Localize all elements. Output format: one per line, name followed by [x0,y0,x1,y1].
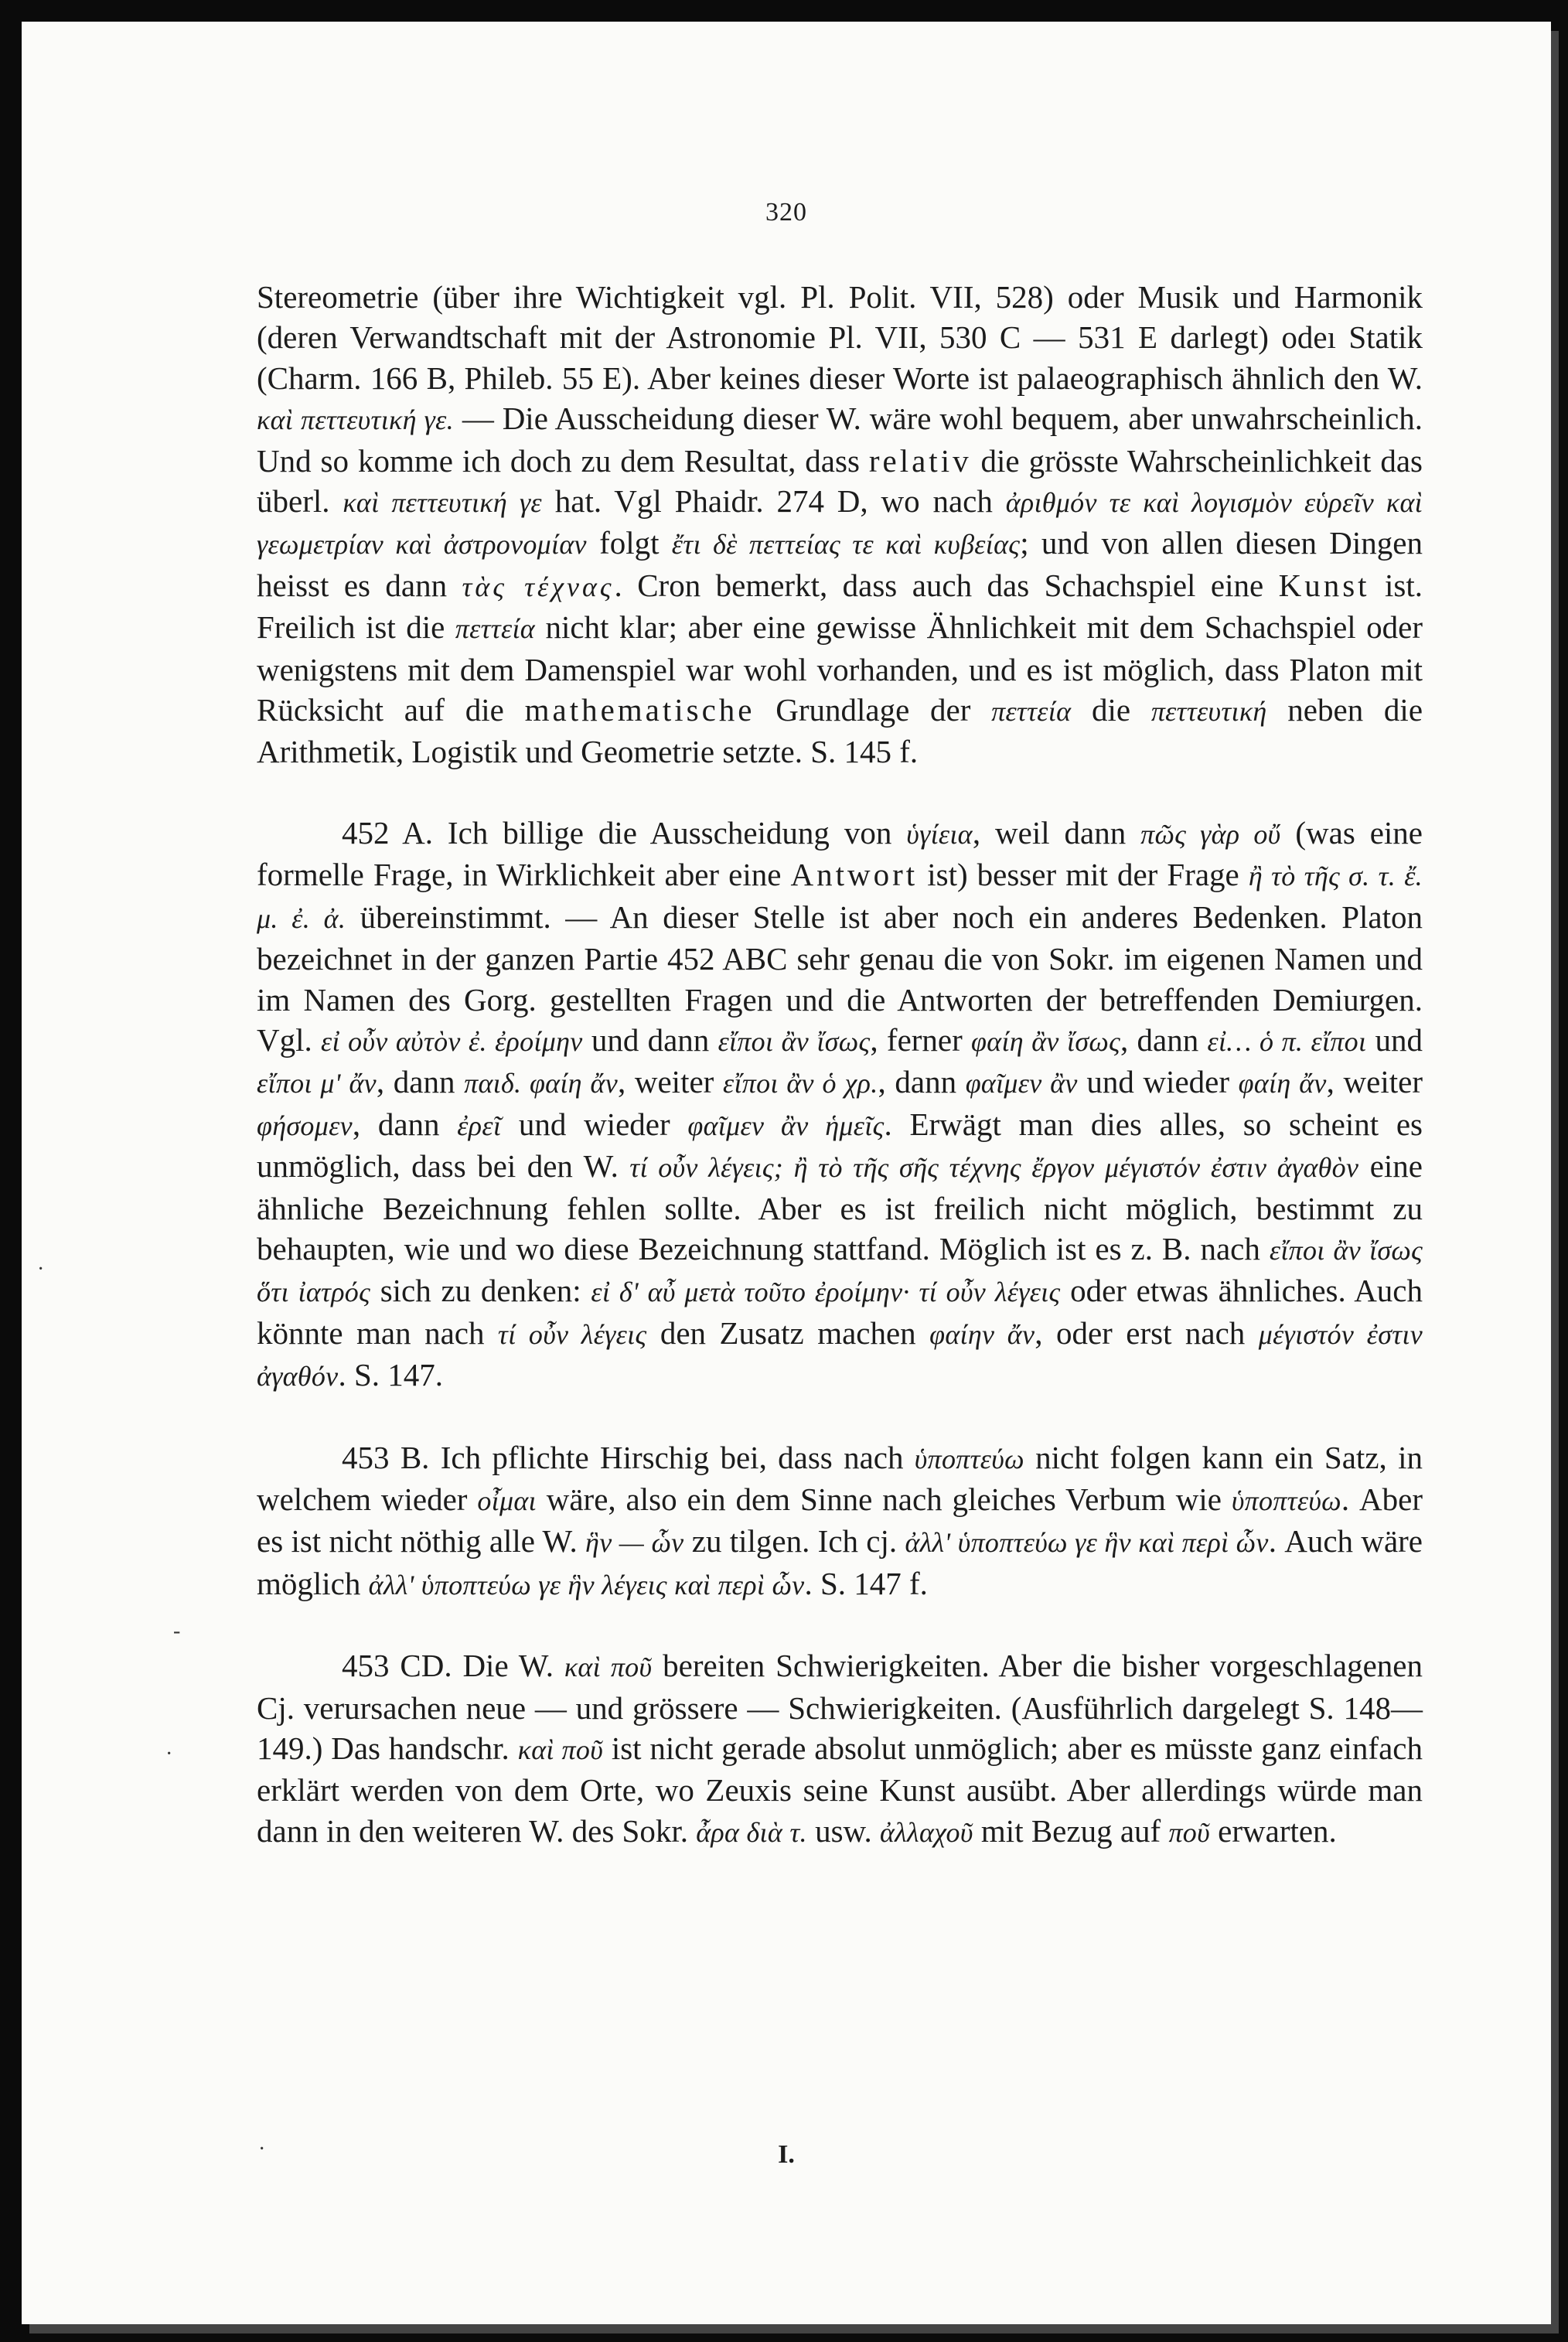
paragraph [257,1437,1423,1606]
margin-dot: · [258,2137,266,2161]
text-run: nicht klar; aber eine gewisse Ähnlichkeit mit dem Schachspiel oder wenigstens mit dem Damenspiel war wohl vorhanden, und es ist möglich, dass Platon mit Rücksicht auf die [257,609,1423,728]
paragraph [257,277,1423,772]
greek-quote: φαῖμεν ἂν [965,1068,1078,1099]
greek-quote: καὶ ποῦ [517,1734,604,1765]
text-run: und wieder [501,1106,688,1142]
spaced-emphasis: Antwort [790,857,919,893]
text-run: zu tilgen. Ich cj. [683,1523,905,1560]
text-run: ; und von allen diesen Dingen heisst es dann [257,525,1423,603]
text-run: , ferner [870,1021,972,1058]
body-text [257,277,1423,1853]
greek-quote: φαίην ἄν [929,1318,1035,1350]
text-run: mit Bezug auf [973,1812,1169,1849]
text-run: hat. Vgl Phaidr. 274 D, wo nach [541,483,1006,520]
greek-quote: ποῦ [1168,1816,1210,1848]
greek-quote: εἴποι ἂν ἴσως [718,1025,871,1057]
text-run: und [1366,1021,1423,1058]
page-sheet [22,22,1551,2324]
text-run: ist. Freilich ist die [257,567,1423,646]
greek-quote: καὶ πεττευτική γε [343,487,542,519]
spaced-emphasis: Kunst [1278,567,1370,603]
greek-quote: παιδ. φαίη ἄν [464,1068,618,1099]
text-run: und wieder [1077,1064,1239,1100]
text-run: . Cron bemerkt, dass auch das Schachspiel eine [614,567,1279,603]
text-run: , oder erst nach [1035,1314,1259,1351]
text-run: — Die Ausscheidung dieser W. wäre wohl bequem, aber unwahrscheinlich. Und so komme ich doch zu dem Resultat, dass [257,401,1423,479]
text-run: 453 B. [342,1439,430,1475]
greek-quote: πεττεία [455,613,535,645]
greek-quote: εἰ οὖν αὐτὸν ἐ. ἐροίμην [321,1025,583,1057]
greek-quote: ἀλλ' ὑποπτεύω γε ἣν καὶ περὶ ὧν [905,1527,1269,1559]
text-run: , weiter [1326,1064,1423,1100]
margin-dot: · [165,1742,173,1766]
margin-dot: · [37,1257,45,1281]
greek-quote: ἔτι δὲ πεττείας τε καὶ κυβείας [671,529,1021,561]
text-run: . Aber es ist nicht nöthig alle W. [257,1481,1423,1560]
greek-quote: μέγιστόν ἐστιν ἀγαθόν [257,1318,1423,1393]
greek-quote: τί οὖν λέγεις [497,1318,647,1350]
greek-quote: εἴποι μ' ἄν [257,1068,377,1099]
signature-mark: I. [778,2140,795,2169]
text-run: bereiten Schwierigkeiten. Aber die bisher vorgeschlagenen Cj. verursachen neue — und grössere — Schwierigkeiten. (Ausführlich dargelegt S. 148—149.) Das handschr. [257,1648,1423,1766]
greek-quote: ἀριθμόν τε καὶ λογισμὸν εὑρεῖν καὶ γεωμετρίαν καὶ ἀστρονομίαν [257,487,1423,561]
greek-quote: πῶς γὰρ οὔ [1140,818,1281,850]
greek-quote: φαίη ἂν ἴσως [971,1025,1121,1057]
greek-quote: οἶμαι [477,1485,537,1516]
paragraph [257,813,1423,1397]
greek-quote: καὶ πεττευτική γε. [257,404,454,436]
greek-quote: ὑποπτεύω [1231,1485,1341,1516]
text-run: Ich billige die Ausscheidung von [433,814,907,851]
text-run: übereinstimmt. — An dieser Stelle ist aber noch ein anderes Bedenken. Platon bezeichnet in der ganzen Partie 452 ABC sehr genau die von Sokr. im eigenen Namen und im Namen des Gorg. gestellten Fragen und die Antworten der betreffenden Demiurgen. Vgl. [257,898,1423,1058]
greek-quote: εἴποι ἂν ἴσως ὅτι ἰατρός [257,1234,1423,1308]
text-run: (was eine formelle Frage, in Wirklichkeit aber eine [257,814,1423,893]
text-run: 453 CD. [342,1648,452,1684]
text-run: Die W. [452,1648,564,1684]
text-run: , dann [878,1064,966,1100]
greek-quote: ὑγίεια [906,818,973,850]
spaced-emphasis: mathematische [524,692,755,728]
text-run: Grundlage der [755,692,992,728]
text-run: oder etwas ähnliches. Auch könnte man nach [257,1273,1423,1351]
text-run: Stereometrie (über ihre Wichtigkeit vgl. Pl. Polit. VII, 528) oder Musik und Harmonik (deren Verwandtschaft mit der Astronomie Pl. VII, 530 C — 531 E darlegt) odeı Statik (Charm. 166 B, Phileb. 55 E). Aber keines dieser Worte ist palaeographisch ähnlich den W. [257,279,1423,396]
greek-quote: ἀλλ' ὑποπτεύω γε ἣν λέγεις καὶ περὶ ὧν [368,1569,805,1601]
greek-quote: τὰς τέχνας [462,571,615,602]
greek-quote: πεττεία [991,696,1072,728]
text-run: , dann [1120,1021,1208,1058]
greek-quote: πεττευτική [1150,696,1267,728]
text-run: sich zu denken: [370,1273,591,1309]
greek-quote: φαῖμεν ἂν ἡμεῖς [687,1110,885,1141]
text-run: , dann [352,1106,458,1142]
text-run: 452 A. [342,814,434,851]
greek-quote: φαίη ἄν [1238,1068,1327,1099]
text-run: . Erwägt man dies alles, so scheint es unmöglich, dass bei den W. [257,1106,1423,1185]
text-run: . S. 147. [338,1357,444,1393]
margin-dash: ‐ [173,1619,181,1643]
spaced-emphasis: relativ [868,442,972,479]
greek-quote: ἢ τὸ τῆς σ. τ. ἔ. μ. ἐ. ἀ. [257,861,1423,934]
greek-quote: εἰ δ' αὖ μετὰ τοῦτο ἐροίμην· τί οὖν λέγεις [591,1277,1061,1308]
text-run: wäre, also ein dem Sinne nach gleiches Verbum wie [536,1481,1232,1517]
text-run: neben die Arithmetik, Logistik und Geometrie setzte. S. 145 f. [257,692,1423,770]
text-run: , weil dann [972,814,1141,851]
greek-quote: εἴποι ἂν ὁ χρ. [722,1068,878,1099]
text-run: , weiter [618,1064,723,1100]
greek-quote: φήσομεν [257,1110,353,1141]
text-run: und dann [582,1021,718,1058]
greek-quote: καὶ ποῦ [564,1652,653,1683]
page-number: 320 [765,198,807,227]
text-run: Ich pflichte Hirschig bei, dass nach [429,1439,915,1475]
greek-quote: ὑποπτεύω [914,1443,1024,1474]
text-run: ist nicht gerade absolut unmöglich; aber es müsste ganz einfach erklärt werden von dem Orte, wo Zeuxis seine Kunst ausübt. Aber allerdings würde man dann in den weiteren W. des Sokr. [257,1730,1423,1849]
greek-quote: εἰ… ὁ π. εἴποι [1207,1025,1367,1057]
text-run: folgt [586,525,672,561]
text-run: . S. 147 f. [804,1565,928,1601]
text-run: eine ähnliche Bezeichnung fehlen sollte. Aber es ist freilich nicht möglich, bestimmt zu behaupten, wie und wo diese Bezeichnung stattfand. Möglich ist es z. B. nach [257,1148,1423,1266]
text-run: , dann [376,1064,465,1100]
text-run: die [1071,692,1151,728]
paragraph [257,1645,1423,1853]
text-run: den Zusatz machen [646,1314,930,1351]
text-run: . Auch wäre möglich [257,1523,1423,1601]
text-run: usw. [806,1812,880,1849]
greek-quote: ἀλλαχοῦ [879,1816,973,1848]
text-run: erwarten. [1209,1812,1337,1849]
text-run: nicht folgen kann ein Satz, in welchem wieder [257,1439,1423,1517]
text-run: die grösste Wahrscheinlichkeit das überl. [257,442,1423,520]
greek-quote: ἣν — ὧν [585,1527,684,1559]
greek-quote: τί οὖν λέγεις; ἢ τὸ τῆς σῆς τέχνης ἔργον μέγιστόν ἐστιν ἀγαθὸν [629,1152,1359,1184]
greek-quote: ἐρεῖ [457,1110,502,1141]
text-run: ist) besser mit der Frage [918,857,1249,893]
greek-quote: ἆρα διὰ τ. [696,1816,807,1848]
